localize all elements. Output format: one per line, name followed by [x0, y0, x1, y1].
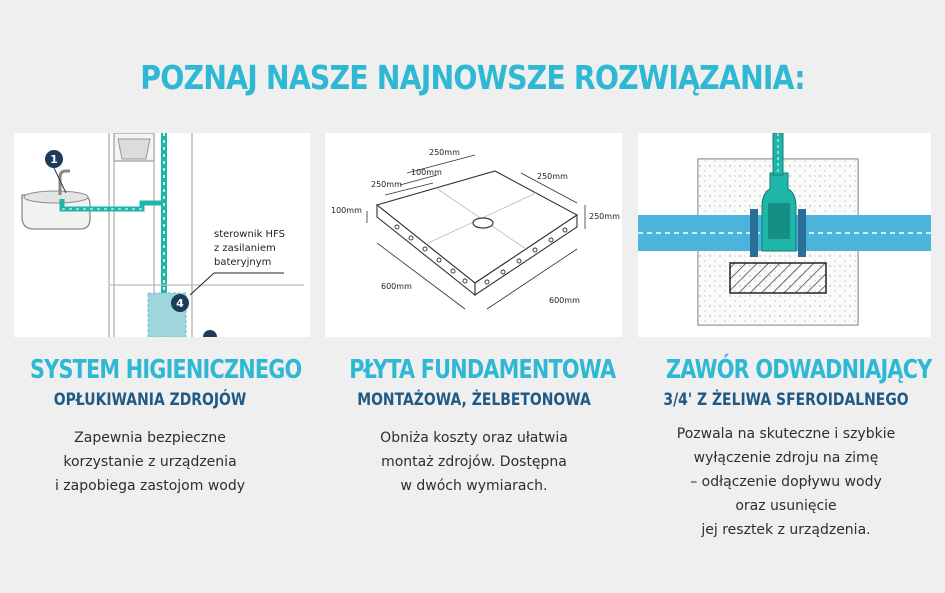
hfs-controller-label: sterownik HFS z zasilaniem bateryjnym	[214, 229, 286, 268]
dim-left-100: 100mm	[411, 168, 442, 177]
foundation-slab-subtitle: MONTAŻOWA, ŻELBETONOWA	[357, 390, 591, 410]
drain-valve-subtitle: 3/4' Z ŻELIWA SFEROIDALNEGO	[663, 390, 909, 410]
hygiene-system-illustration	[14, 133, 310, 337]
drainage-bed	[730, 263, 826, 293]
dim-bottom-right-600: 600mm	[549, 296, 580, 305]
drain-valve-title: ZAWÓR ODWADNIAJĄCY	[666, 355, 932, 385]
dim-height-100: 100mm	[331, 206, 362, 215]
drain-valve-illustration	[638, 133, 931, 337]
hygiene-system-column	[0, 352, 300, 498]
hygiene-system-description: Zapewnia bezpieczne korzystanie z urządzenia i zapobiega zastojom wody	[54, 430, 246, 494]
svg-text:4: 4	[176, 297, 184, 310]
svg-text:1: 1	[50, 153, 58, 166]
foundation-slab-title: PŁYTA FUNDAMENTOWA	[349, 355, 616, 385]
foundation-slab-illustration	[325, 133, 622, 337]
dim-left-250: 250mm	[371, 180, 402, 189]
hygiene-system-subtitle: OPŁUKIWANIA ZDROJÓW	[53, 390, 247, 410]
dim-right-250a: 250mm	[537, 172, 568, 181]
page-title: POZNAJ NASZE NAJNOWSZE ROZWIĄZANIA:	[140, 58, 805, 97]
hygiene-system-title: SYSTEM HIGIENICZNEGO	[30, 355, 302, 385]
drain-valve-column	[636, 352, 936, 542]
dim-bottom-left-600: 600mm	[381, 282, 412, 291]
marker-1-badge	[45, 150, 63, 168]
dim-right-250b: 250mm	[589, 212, 620, 221]
foundation-slab-column	[318, 352, 630, 498]
marker-4-badge	[171, 294, 189, 312]
dim-top-250: 250mm	[429, 148, 460, 157]
drain-valve-description: Pozwala na skuteczne i szybkie wyłączenie zdroju na zimę – odłączenie dopływu wody oraz usunięcie jej resztek z urządzenia.	[676, 426, 896, 538]
foundation-slab-description: Obniża koszty oraz ułatwia montaż zdrojów. Dostępna w dwóch wymiarach.	[380, 430, 568, 494]
